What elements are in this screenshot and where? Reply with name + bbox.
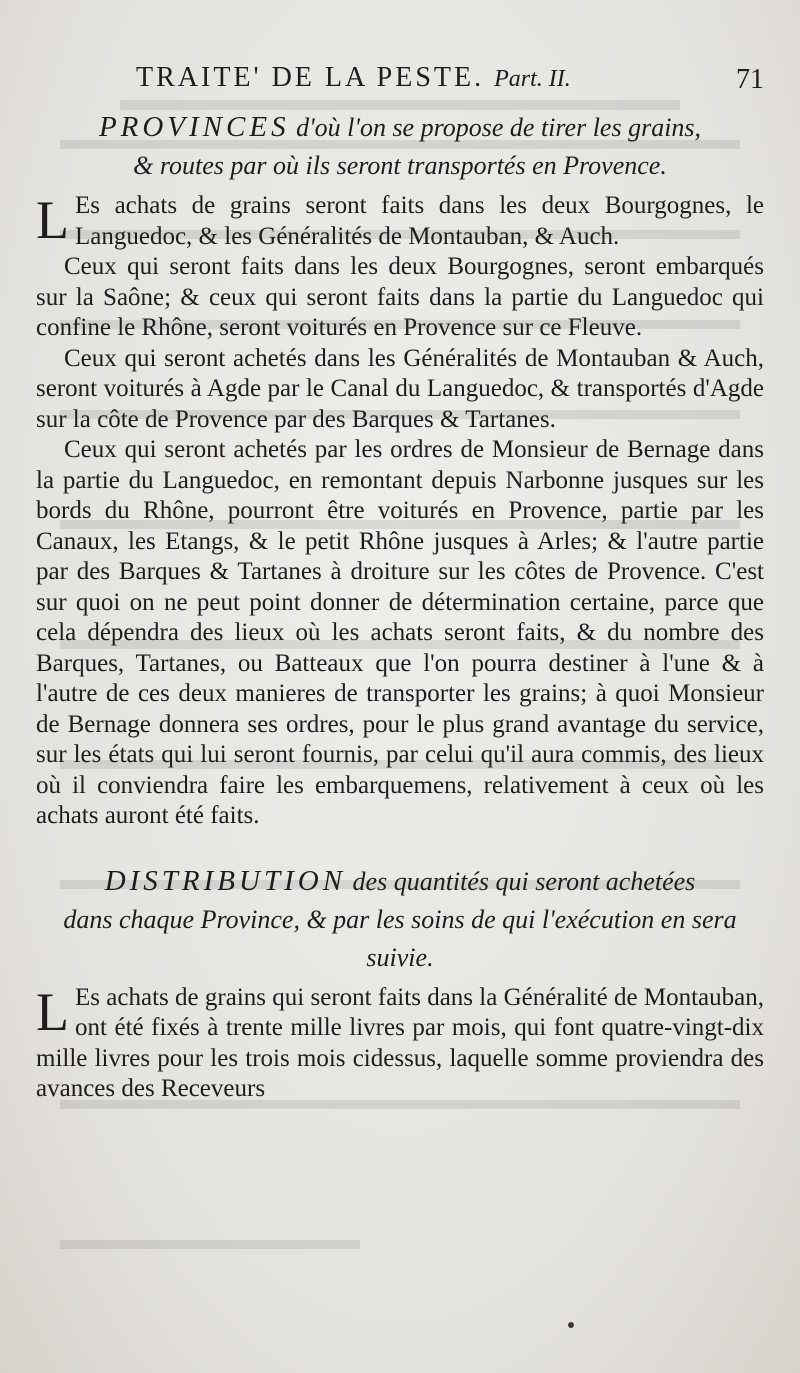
paragraph — [36, 191, 764, 252]
paragraph: Ceux qui seront faits dans les deux Bourgognes, seront embarqués sur la Saône; & ceux qui seront faits dans la partie du Languedoc qui confine le Rhône, seront voiturés en Provence sur ce Fleuve. — [36, 253, 764, 341]
running-title — [136, 62, 571, 94]
page-content — [36, 60, 764, 1105]
running-title-text: TRAITE' DE LA PESTE. — [136, 62, 485, 93]
heading-rest: des quantités qui seront achetées — [352, 866, 696, 896]
paragraph-text: Es achats de grains qui seront faits dans la Généralité de Montauban, ont été fixés à trente mille livres par mois, qui font quatre-vingt-dix mille livres pour les trois mois cidessus, laquelle somme proviendra des avances des Receveurs — [36, 983, 764, 1102]
section-heading-distribution — [36, 862, 764, 977]
paragraph — [36, 983, 764, 1105]
running-head — [36, 60, 764, 108]
heading-rest: d'où l'on se propose de tirer les grains, — [296, 113, 702, 142]
paragraph-text: Es achats de grains seront faits dans les deux Bourgognes, le Languedoc, & les Généralités de Montauban, & Auch. — [75, 192, 764, 250]
heading-line2: dans chaque Province, & par les soins de qui l'exécution en sera suivie. — [63, 904, 737, 972]
paragraph: Ceux qui seront achetés dans les Généralités de Montauban & Auch, seront voiturés à Agde par le Canal du Languedoc, & transportés d'Agde sur la côte de Provence par des Barques & Tartanes. — [36, 344, 764, 433]
heading-line2: & routes par où ils seront transportés en Provence. — [133, 151, 667, 180]
heading-caps: PROVINCES — [98, 111, 290, 143]
drop-cap: L — [36, 981, 69, 1042]
running-part: Part. II. — [494, 66, 571, 92]
ink-dot — [568, 1322, 574, 1328]
page-number: 71 — [736, 64, 764, 95]
paragraph: Ceux qui seront achetés par les ordres de Monsieur de Bernage dans la partie du Languedoc, en remontant depuis Narbonne jusques sur les bords du Rhône, pourront être voiturés en Provence, partie par les Canaux, les Etangs, & le petit Rhône jusques à Arles; & l'autre partie par des Barques & Tartanes à droiture sur les côtes de Provence. C'est sur quoi on ne peut point donner de détermination certaine, parce que cela dépendra des lieux où les achats seront faits, & du nombre des Barques, Tartanes, ou Batteaux que l'on pourra destiner à l'une & à l'autre de ces deux manieres de transporter les grains; à quoi Monsieur de Bernage donnera ses ordres, pour le plus grand avantage du service, sur les états qui lui seront fournis, par celui qu'il aura commis, des lieux où il conviendra faire les embarquemens, relativement à ceux où les achats auront été faits. — [36, 436, 764, 829]
heading-caps: DISTRIBUTION — [104, 864, 347, 897]
section-heading-provinces — [36, 108, 764, 185]
drop-cap: L — [36, 190, 69, 250]
